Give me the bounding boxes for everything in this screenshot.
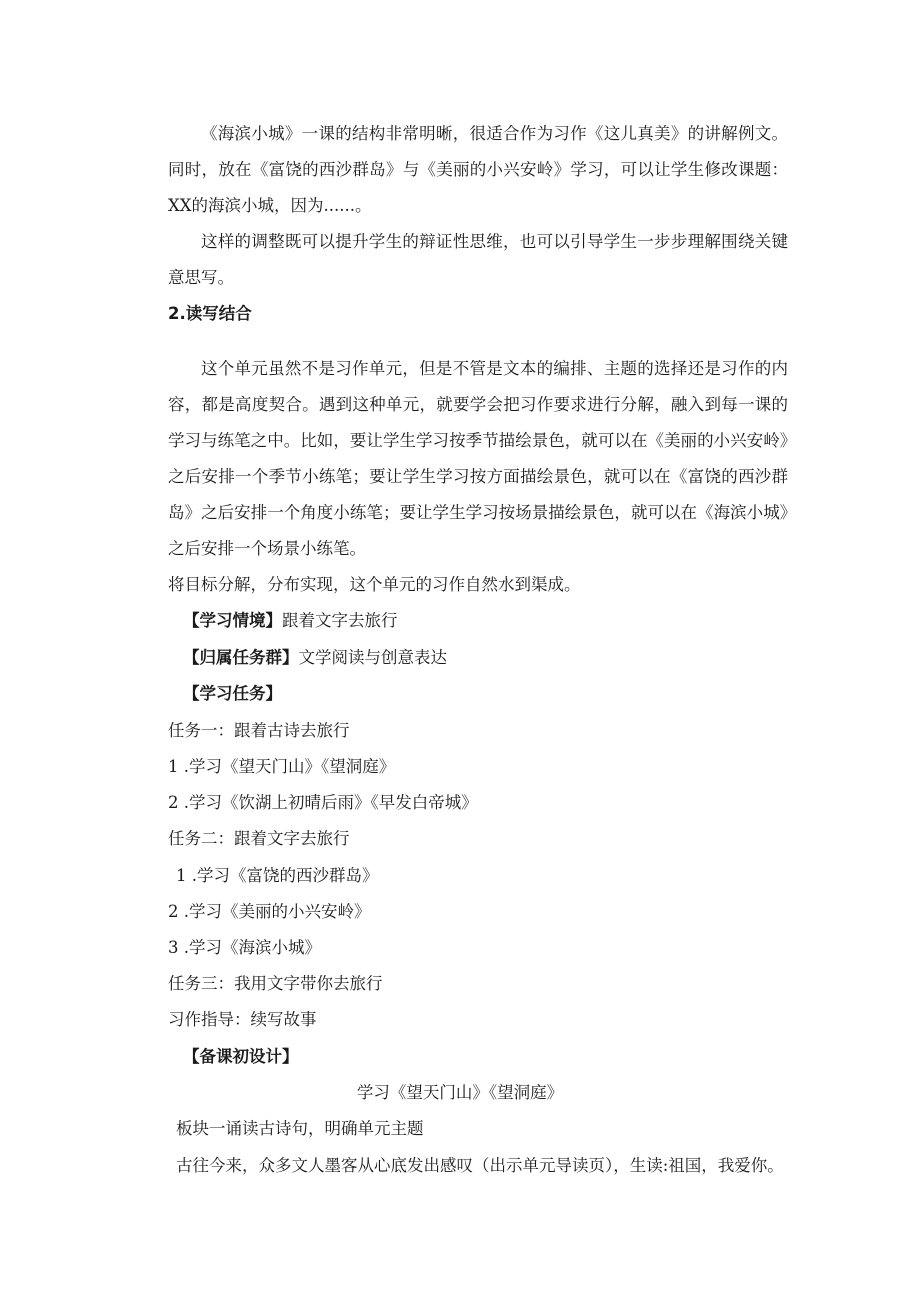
task-group-value: 文学阅读与创意表达 [298, 648, 447, 667]
learning-tasks-label: 【学习任务】 [183, 684, 282, 703]
learning-situation [183, 603, 398, 639]
paragraph-conclusion: 将目标分解，分布实现，这个单元的习作自然水到渠成。 [168, 575, 581, 594]
paragraph-adjustment: 这样的调整既可以提升学生的辩证性思维，也可以引导学生一步步理解围绕关键意思写。 [168, 232, 788, 287]
lesson-title: 学习《望天门山》《望洞庭》 [356, 1083, 564, 1102]
paragraph-unit-analysis: 这个单元虽然不是习作单元，但是不管是文本的编排、主题的选择还是习作的内容，都是高度契合。遇到这种单元，就要学会把习作要求进行分解，融入到每一课的学习与练笔之中。比如，要让学生学习按季节描绘景色，就可以在《美丽的小兴安岭》之后安排一个季节小练笔；要让学生学习按方面描绘景色，就可以在《富饶的西沙群岛》之后安排一个角度小练笔；要让学生学习按场景描绘景色，就可以在《海滨小城》之后安排一个场景小练笔。 [168, 359, 788, 558]
paragraph-intro: 《海滨小城》一课的结构非常明晰，很适合作为习作《这儿真美》的讲解例文。同时，放在《富饶的西沙群岛》与《美丽的小兴安岭》学习，可以让学生修改课题：XX的海滨小城，因为......。 [168, 124, 788, 215]
task-two-item-1: 1 .学习《富饶的西沙群岛》 [176, 866, 379, 885]
lesson-design-label: 【备课初设计】 [183, 1047, 299, 1066]
task-one: 任务一：跟着古诗去旅行 [168, 721, 350, 740]
task-two-item-3: 3 .学习《海滨小城》 [168, 938, 321, 957]
learning-situation-value: 跟着文字去旅行 [282, 611, 398, 630]
task-three: 任务三：我用文字带你去旅行 [168, 974, 383, 993]
task-one-item-2: 2 .学习《饮湖上初晴后雨》《早发白帝城》 [168, 793, 478, 812]
block-one-text: 古往今来，众多文人墨客从心底发出感叹（出示单元导读页），生读:祖国，我爱你。 [176, 1156, 784, 1175]
section-heading-reading-writing: 2.读写结合 [168, 304, 252, 323]
task-two: 任务二：跟着文字去旅行 [168, 829, 350, 848]
task-group [183, 640, 447, 676]
writing-guide: 习作指导：续写故事 [168, 1010, 317, 1029]
learning-situation-label: 【学习情境】 [183, 611, 282, 630]
task-one-item-1: 1 .学习《望天门山》《望洞庭》 [168, 757, 396, 776]
task-group-label: 【归属任务群】 [183, 648, 299, 667]
task-two-item-2: 2 .学习《美丽的小兴安岭》 [168, 902, 371, 921]
block-one-heading: 板块一诵读古诗句，明确单元主题 [176, 1119, 424, 1138]
